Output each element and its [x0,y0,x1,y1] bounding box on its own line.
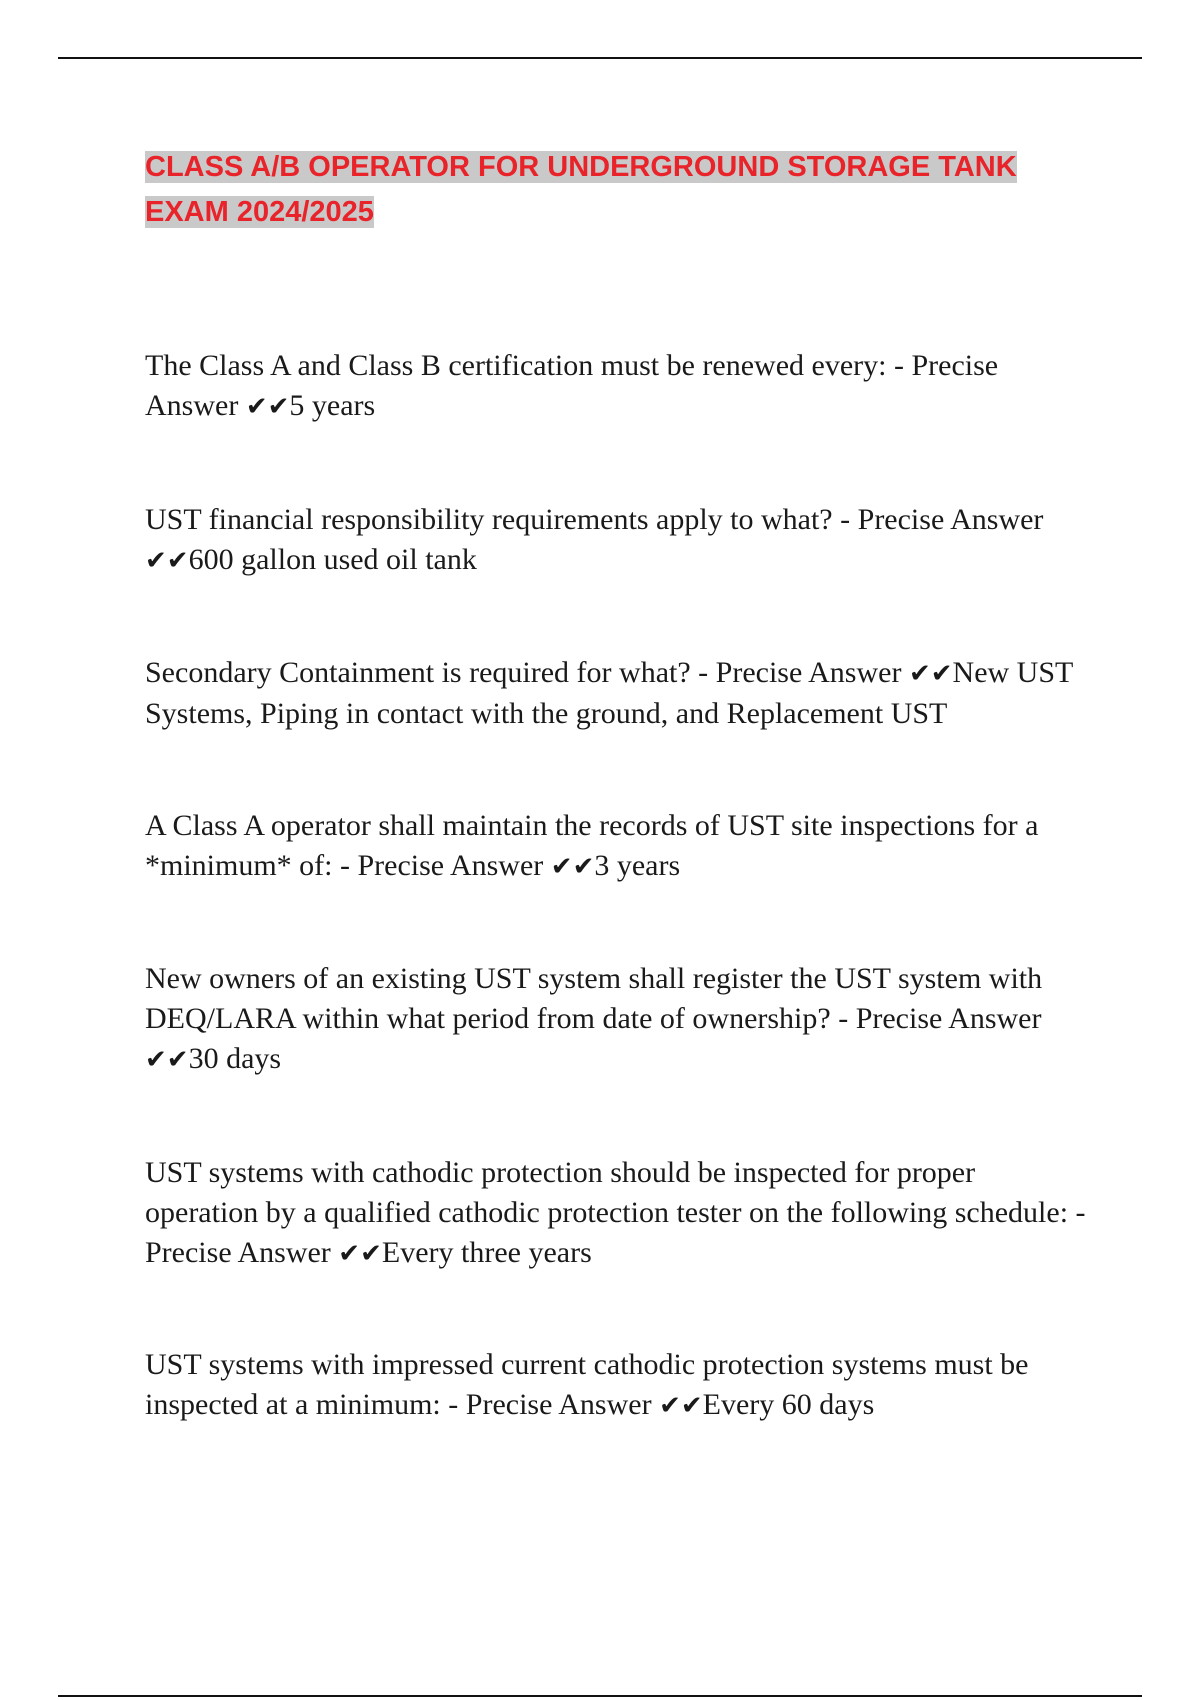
qa-item-6 [145,1153,1095,1274]
double-check-icon: ✔✔ [145,1045,189,1075]
answer-prefix: - Precise Answer [832,503,1044,536]
qa-item-1 [145,346,1095,427]
double-check-icon: ✔✔ [659,1391,703,1421]
answer-text: 30 days [188,1042,282,1075]
question-text: The Class A and Class B certification must be renewed every: [145,349,887,382]
answer-text: 3 years [594,849,681,882]
answer-prefix: - Precise Answer [830,1002,1042,1035]
answer-text: 5 years [289,389,376,422]
question-text: A Class A operator shall maintain the records of UST site inspections for a *minimum* of: [145,809,1039,882]
answer-prefix: - Precise Answer [332,849,551,882]
question-text: UST systems with cathodic protection should be inspected for proper operation by a qualified cathodic protection tester on the following schedule: [145,1156,1069,1229]
qa-item-3 [145,653,1095,734]
answer-text: Every three years [381,1236,592,1269]
answer-text: 600 gallon used oil tank [188,543,477,576]
qa-item-7 [145,1345,1095,1426]
qa-item-4 [145,806,1095,887]
qa-item-2 [145,500,1095,581]
double-check-icon: ✔✔ [338,1239,382,1269]
double-check-icon: ✔✔ [550,852,595,882]
question-text: UST systems with impressed current cathodic protection systems must be inspected at a minimum: [145,1348,1029,1421]
double-check-icon: ✔✔ [245,392,290,422]
document-title-text: CLASS A/B OPERATOR FOR UNDERGROUND STORAGE TANK EXAM 2024/2025 [145,151,1017,228]
double-check-icon: ✔✔ [145,546,189,576]
answer-prefix: - Precise Answer [690,656,909,689]
top-divider [58,57,1142,59]
document-title [145,145,1085,235]
bottom-divider [58,1695,1142,1697]
question-text: New owners of an existing UST system shall register the UST system with DEQ/LARA within what period from date of ownership? [145,962,1043,1035]
double-check-icon: ✔✔ [908,659,953,689]
answer-prefix: - Precise Answer [145,349,999,422]
answer-text: New UST Systems, Piping in contact with the ground, and Replacement UST [145,656,1073,730]
qa-item-5 [145,959,1095,1080]
question-text: UST financial responsibility requirements apply to what? [145,503,833,536]
answer-text: Every 60 days [702,1388,875,1421]
answer-prefix: - Precise Answer [145,1196,1086,1269]
question-text: Secondary Containment is required for what? [145,656,691,689]
answer-prefix: - Precise Answer [440,1388,660,1421]
